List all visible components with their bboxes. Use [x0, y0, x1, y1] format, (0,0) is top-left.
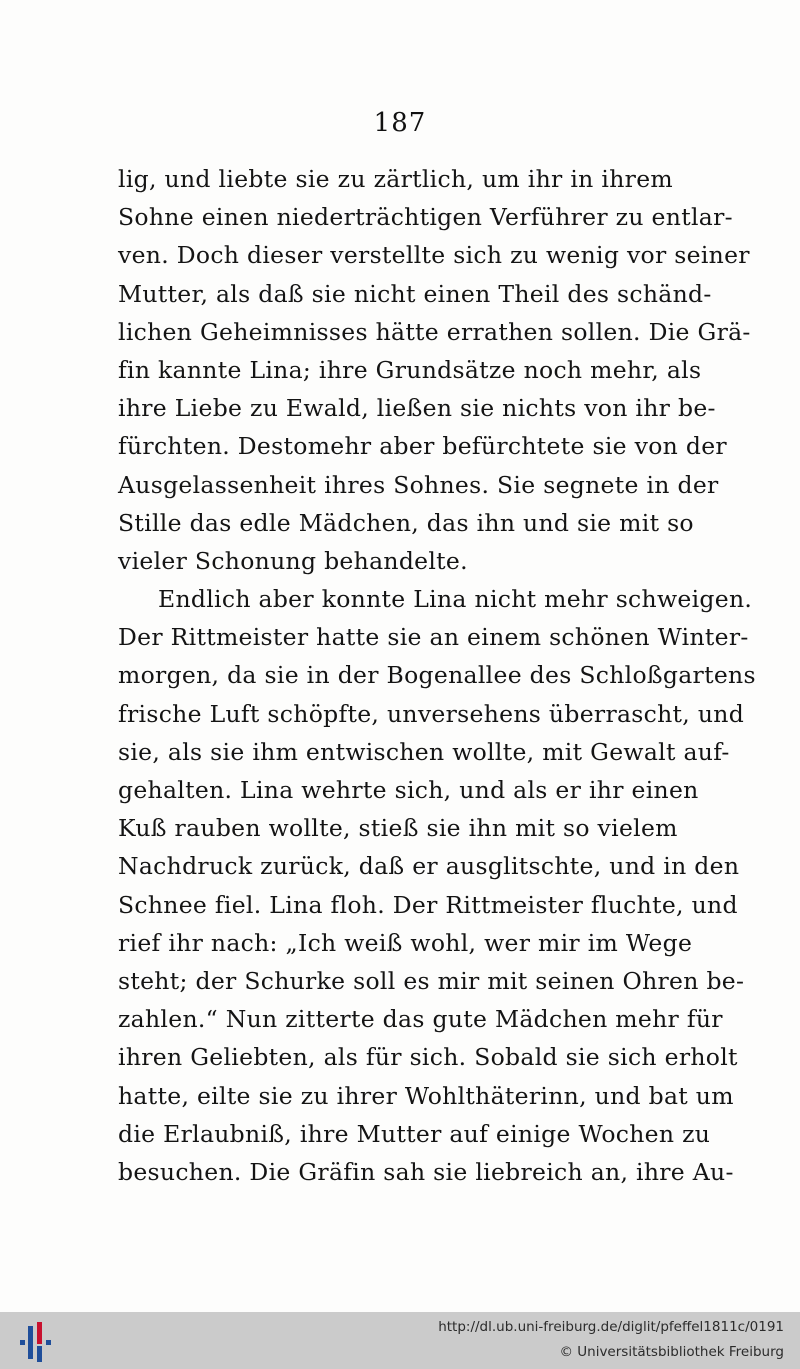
text-line: ven. Doch dieser verstellte sich zu wenig vor seiner	[118, 241, 750, 270]
text-line: sie, als sie ihm entwischen wollte, mit Gewalt auf-	[118, 737, 730, 766]
body-text	[118, 160, 756, 1191]
text-line: frische Luft schöpfte, unversehens überrascht, und	[118, 699, 745, 728]
text-line: vieler Schonung behandelte.	[118, 546, 468, 575]
text-line: die Erlaubniß, ihre Mutter auf einige Wochen zu	[118, 1119, 711, 1148]
text-line: Sohne einen niederträchtigen Verführer zu entlar-	[118, 203, 733, 232]
text-line: Kuß rauben wollte, stieß sie ihn mit so vielem	[118, 814, 678, 843]
ub-freiburg-logo-icon	[18, 1322, 54, 1362]
text-line: Endlich aber konnte Lina nicht mehr schweigen.	[158, 585, 753, 614]
text-line: gehalten. Lina wehrte sich, und als er ihr einen	[118, 776, 699, 804]
text-line: ihren Geliebten, als für sich. Sobald sie sich erholt	[118, 1043, 738, 1072]
text-line: lichen Geheimnisses hätte errathen sollen. Die Grä-	[118, 317, 751, 346]
text-line: Ausgelassenheit ihres Sohnes. Sie segnete in der	[118, 470, 719, 499]
text-line: Der Rittmeister hatte sie an einem schönen Winter-	[118, 623, 749, 652]
text-line: fürchten. Destomehr aber befürchtete sie von der	[118, 432, 727, 461]
text-line: Stille das edle Mädchen, das ihn und sie mit so	[118, 508, 694, 537]
footer-bar	[0, 1312, 800, 1369]
text-line: hatte, eilte sie zu ihrer Wohlthäterinn, und bat um	[118, 1081, 734, 1110]
copyright-notice: © Universitätsbibliothek Freiburg	[559, 1344, 784, 1360]
text-line: zahlen.“ Nun zitterte das gute Mädchen mehr für	[118, 1005, 723, 1034]
text-line: ihre Liebe zu Ewald, ließen sie nichts von ihr be-	[118, 394, 716, 423]
text-line: fin kannte Lina; ihre Grundsätze noch mehr, als	[118, 355, 702, 384]
text-line: Mutter, als daß sie nicht einen Theil des schänd-	[118, 279, 712, 308]
text-line: morgen, da sie in der Bogenallee des Schloßgartens	[118, 661, 756, 690]
text-line: Schnee fiel. Lina floh. Der Rittmeister fluchte, und	[118, 890, 738, 919]
text-line: lig, und liebte sie zu zärtlich, um ihr in ihrem	[118, 165, 673, 193]
text-line: rief ihr nach: „Ich weiß wohl, wer mir im Wege	[118, 928, 693, 957]
page-number: 187	[373, 108, 427, 138]
text-line: Nachdruck zurück, daß er ausglitschte, und in den	[118, 852, 740, 881]
text-line: besuchen. Die Gräfin sah sie liebreich an, ihre Au-	[118, 1157, 734, 1186]
text-line: steht; der Schurke soll es mir mit seinen Ohren be-	[118, 966, 745, 995]
source-url[interactable]: http://dl.ub.uni-freiburg.de/diglit/pfeffel1811c/0191	[438, 1319, 784, 1335]
